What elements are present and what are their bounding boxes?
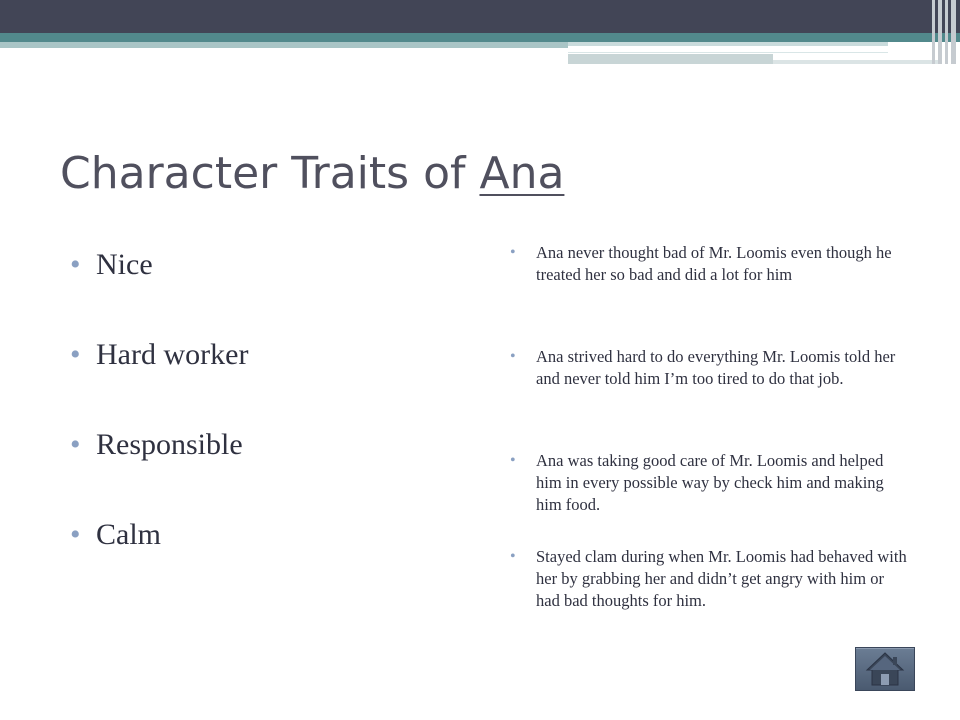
header-band-teal bbox=[0, 33, 960, 42]
header-rule bbox=[568, 50, 888, 52]
home-button[interactable] bbox=[855, 647, 915, 691]
header-band-dark bbox=[0, 0, 960, 33]
header-strip-thin bbox=[773, 60, 941, 64]
example-item: • Ana never thought bad of Mr. Loomis even though he treated her so bad and did a lot for him bbox=[510, 242, 910, 346]
header-strip bbox=[568, 54, 773, 64]
header-band-light-right bbox=[568, 42, 888, 46]
example-item: • Ana strived hard to do everything Mr. Loomis told her and never told him I’m too tired to do that job. bbox=[510, 346, 910, 450]
trait-item: • Hard worker bbox=[70, 330, 248, 420]
trait-item: • Responsible bbox=[70, 420, 248, 510]
header-corner-stripes bbox=[930, 0, 960, 64]
examples-list bbox=[510, 242, 910, 636]
example-item: • Stayed clam during when Mr. Loomis had behaved with her by grabbing her and didn’t get angry with him or had bad thoughts for him. bbox=[510, 546, 910, 636]
home-icon bbox=[856, 648, 914, 690]
traits-list bbox=[70, 240, 248, 600]
slide-title-name: Ana bbox=[479, 148, 565, 199]
trait-item: • Calm bbox=[70, 510, 248, 600]
trait-item: • Nice bbox=[70, 240, 248, 330]
example-item: • Ana was taking good care of Mr. Loomis and helped him in every possible way by check him and making him food. bbox=[510, 450, 910, 546]
slide-title-prefix: Character Traits of bbox=[60, 148, 480, 199]
slide-title bbox=[60, 148, 564, 199]
header-band-light bbox=[0, 42, 568, 48]
